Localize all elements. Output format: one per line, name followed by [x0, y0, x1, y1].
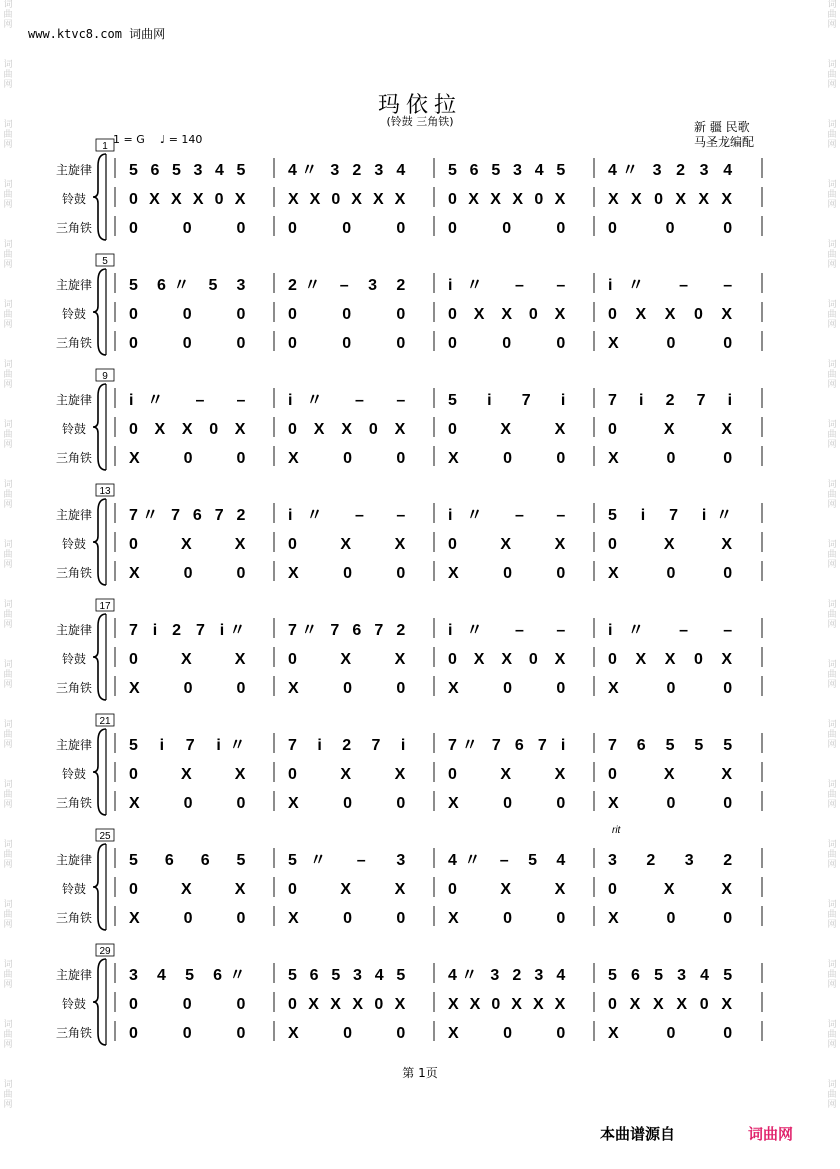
part-label: 铃鼓	[61, 537, 87, 551]
part-label: 铃鼓	[61, 767, 87, 781]
measure-notes: X 0 0	[448, 1025, 566, 1042]
measure-notes: 5 6 5 3 4 5	[288, 967, 406, 984]
watermark-text: 词 曲 网	[827, 120, 837, 150]
measure-notes: 0 X X X 0 X	[608, 996, 733, 1013]
measure-notes: 5 6 5 3 4 5	[448, 162, 566, 179]
measure-notes: i〃 – –	[288, 392, 406, 409]
measure-notes: X X 0 X X X	[608, 191, 733, 208]
watermark-text: 词 曲 网	[3, 480, 13, 510]
watermark-text: 词 曲 网	[3, 600, 13, 630]
measure-notes: 7 i 2 7 i	[608, 392, 733, 409]
measure-notes: 0 0 0	[288, 335, 406, 352]
watermark-text: 词 曲 网	[827, 180, 837, 210]
key-signature: 1 = G	[113, 133, 145, 146]
part-label: 铃鼓	[61, 997, 87, 1011]
measure-notes: 0 X X	[448, 421, 566, 438]
measure-notes: X 0 0	[129, 795, 246, 812]
measure-notes: X 0 0	[608, 795, 733, 812]
measure-notes: 0 X X X 0 X	[288, 996, 406, 1013]
part-label: 三角铁	[55, 336, 93, 350]
measure-notes: X 0 0	[288, 795, 406, 812]
measure-notes: 7 i 2 7 i	[288, 737, 406, 754]
measure-notes: X 0 0	[448, 450, 566, 467]
measure-notes: 0 0 0	[129, 306, 246, 323]
part-label: 主旋律	[55, 163, 93, 177]
measure-notes: X 0 0	[448, 910, 566, 927]
measure-notes: 5 6〃 5 3	[129, 277, 246, 294]
measure-notes: X X 0 X X X	[448, 996, 566, 1013]
measure-notes: X 0 0	[288, 565, 406, 582]
measure-notes: X 0 0	[288, 680, 406, 697]
measure-notes: 0 0 0	[129, 996, 246, 1013]
measure-number: 25	[99, 831, 111, 842]
measure-notes: i〃 – –	[448, 277, 566, 294]
measure-notes: 5 i 7 i〃	[129, 737, 246, 754]
system-brace	[93, 154, 106, 240]
measure-notes: X 0 0	[608, 910, 733, 927]
measure-notes: X 0 0	[288, 1025, 406, 1042]
rit-marking: rit	[612, 825, 621, 836]
measure-notes: 0 X X	[288, 651, 406, 668]
part-label: 三角铁	[55, 796, 93, 810]
watermark-text: 词 曲 网	[827, 240, 837, 270]
measure-notes: X 0 0	[129, 680, 246, 697]
measure-notes: 0 0 0	[608, 220, 733, 237]
watermark-text: 词 曲 网	[827, 600, 837, 630]
measure-notes: 7 i 2 7 i〃	[129, 622, 246, 639]
measure-notes: i〃 – –	[448, 622, 566, 639]
watermark-text: 词 曲 网	[827, 660, 837, 690]
watermark-text: 词 曲 网	[3, 720, 13, 750]
measure-notes: 0 X X X 0 X	[448, 191, 566, 208]
part-label: 三角铁	[55, 1026, 93, 1040]
source-label: 本曲谱源自	[600, 1125, 676, 1143]
measure-notes: 0 0 0	[288, 220, 406, 237]
watermark-text: 词 曲 网	[827, 900, 837, 930]
measure-notes: 0 X X	[608, 536, 733, 553]
watermark-text: 词 曲 网	[3, 540, 13, 570]
part-label: 三角铁	[55, 451, 93, 465]
system-brace	[93, 959, 106, 1045]
watermark-text: 词 曲 网	[827, 420, 837, 450]
measure-notes: X 0 0	[129, 450, 246, 467]
measure-notes: i〃 – –	[129, 392, 246, 409]
measure-notes: 0 X X	[448, 766, 566, 783]
measure-number: 9	[102, 371, 108, 382]
measure-notes: 3 4 5 6〃	[129, 967, 246, 984]
watermark-text: 词 曲 网	[3, 840, 13, 870]
measure-notes: 2〃 – 3 2	[288, 277, 406, 294]
part-label: 三角铁	[55, 911, 93, 925]
part-label: 主旋律	[55, 738, 93, 752]
song-origin: 新 疆 民歌	[694, 120, 750, 134]
part-label: 三角铁	[55, 566, 93, 580]
watermark-text: 词 曲 网	[827, 720, 837, 750]
watermark-text: 词 曲 网	[827, 840, 837, 870]
measure-notes: X 0 0	[608, 565, 733, 582]
measure-notes: 0 X X	[608, 766, 733, 783]
measure-notes: i〃 – –	[288, 507, 406, 524]
measure-notes: X 0 0	[608, 680, 733, 697]
watermark-text: 词 曲 网	[827, 780, 837, 810]
measure-notes: 0 X X	[129, 536, 246, 553]
part-label: 铃鼓	[61, 307, 87, 321]
measure-number: 5	[102, 256, 108, 267]
part-label: 主旋律	[55, 968, 93, 982]
watermark-text: 词 曲 网	[827, 60, 837, 90]
measure-notes: X 0 0	[608, 450, 733, 467]
measure-number: 29	[99, 946, 111, 957]
measure-notes: X 0 0	[448, 795, 566, 812]
watermark-text: 词 曲 网	[3, 780, 13, 810]
watermark-text: 词 曲 网	[3, 1020, 13, 1050]
measure-number: 17	[99, 601, 111, 612]
measure-notes: 7〃 7 6 7 i	[448, 737, 566, 754]
measure-notes: 0 X X 0 X	[608, 651, 733, 668]
watermark-text: 词 曲 网	[3, 1080, 13, 1110]
measure-notes: 7〃 7 6 7 2	[288, 622, 406, 639]
measure-notes: 0 X X	[288, 881, 406, 898]
measure-notes: 5 6 5 3 4 5	[129, 162, 246, 179]
song-title: 玛依拉	[377, 93, 462, 118]
watermark-text: 词 曲 网	[3, 120, 13, 150]
part-label: 铃鼓	[61, 192, 87, 206]
system-brace	[93, 729, 106, 815]
measure-notes: i〃 – –	[608, 622, 733, 639]
part-label: 铃鼓	[61, 882, 87, 896]
measure-notes: 7〃 7 6 7 2	[129, 507, 246, 524]
part-label: 三角铁	[55, 681, 93, 695]
measure-notes: 0 X X	[129, 766, 246, 783]
measure-notes: 0 X X	[129, 881, 246, 898]
measure-notes: 0 X X	[288, 536, 406, 553]
part-label: 铃鼓	[61, 422, 87, 436]
watermark-text: 词 曲 网	[3, 960, 13, 990]
watermark-text: 词 曲 网	[3, 660, 13, 690]
measure-notes: X 0 0	[288, 450, 406, 467]
watermark-text: 词 曲 网	[827, 0, 837, 30]
measure-number: 21	[99, 716, 111, 727]
part-label: 三角铁	[55, 221, 93, 235]
system-brace	[93, 614, 106, 700]
measure-notes: 0 0 0	[129, 220, 246, 237]
measure-notes: 0 X X 0 X	[129, 421, 246, 438]
watermark-text: 词 曲 网	[827, 300, 837, 330]
quarter-note-icon: ♩	[160, 133, 166, 146]
watermark-text: 词 曲 网	[827, 1020, 837, 1050]
measure-notes: 0 X X X 0 X	[129, 191, 246, 208]
system-brace	[93, 844, 106, 930]
arranger: 马圣龙编配	[694, 135, 755, 149]
measure-notes: 0 X X	[288, 766, 406, 783]
watermark-text: 词 曲 网	[827, 540, 837, 570]
measure-notes: 4〃 3 2 3 4	[448, 967, 566, 984]
measure-notes: i〃 – –	[608, 277, 733, 294]
measure-notes: 5 6 5 3 4 5	[608, 967, 733, 984]
watermark-text: 词 曲 网	[3, 0, 13, 30]
measure-notes: 0 X X 0 X	[288, 421, 406, 438]
measure-notes: X 0 0	[129, 565, 246, 582]
measure-notes: X 0 0	[129, 910, 246, 927]
measure-notes: 0 X X	[608, 421, 733, 438]
measure-notes: 0 X X 0 X	[448, 651, 566, 668]
system-brace	[93, 269, 106, 355]
measure-notes: 0 X X 0 X	[608, 306, 733, 323]
watermark-text: 词 曲 网	[3, 180, 13, 210]
measure-notes: 0 X X	[448, 881, 566, 898]
measure-notes: 0 0 0	[448, 220, 566, 237]
measure-notes: 0 X X 0 X	[448, 306, 566, 323]
measure-number: 13	[99, 486, 111, 497]
measure-notes: X 0 0	[448, 565, 566, 582]
measure-notes: 0 0 0	[129, 1025, 246, 1042]
measure-notes: 0 0 0	[288, 306, 406, 323]
part-label: 主旋律	[55, 393, 93, 407]
measure-notes: 3 2 3 2	[608, 852, 733, 869]
measure-notes: 0 0 0	[129, 335, 246, 352]
watermark-text: 词 曲 网	[3, 60, 13, 90]
measure-notes: X X 0 X X X	[288, 191, 406, 208]
system-brace	[93, 384, 106, 470]
part-label: 铃鼓	[61, 652, 87, 666]
page-number: 第 1页	[402, 1066, 438, 1080]
measure-notes: 5〃 – 3	[288, 852, 406, 869]
watermark-text: 词 曲 网	[827, 1080, 837, 1110]
site-url: www.ktvc8.com 词曲网	[28, 27, 166, 41]
part-label: 主旋律	[55, 853, 93, 867]
measure-notes: 4〃 3 2 3 4	[608, 162, 733, 179]
measure-notes: X 0 0	[448, 680, 566, 697]
watermark-text: 词 曲 网	[3, 900, 13, 930]
measure-notes: 5 i 7 i	[448, 392, 566, 409]
measure-notes: 0 X X	[448, 536, 566, 553]
watermark-text: 词 曲 网	[3, 300, 13, 330]
measure-notes: X 0 0	[608, 335, 733, 352]
measure-notes: 5 6 6 5	[129, 852, 246, 869]
watermark-text: 词 曲 网	[3, 240, 13, 270]
watermark-text: 词 曲 网	[827, 480, 837, 510]
measure-notes: X 0 0	[608, 1025, 733, 1042]
measure-number: 1	[102, 141, 108, 152]
watermark-text: 词 曲 网	[3, 360, 13, 390]
measure-notes: 0 0 0	[448, 335, 566, 352]
part-label: 主旋律	[55, 508, 93, 522]
measure-notes: 0 X X	[129, 651, 246, 668]
source-site: 词曲网	[748, 1125, 794, 1143]
watermark-text: 词 曲 网	[827, 960, 837, 990]
watermark-text: 词 曲 网	[3, 420, 13, 450]
song-subtitle: (铃鼓 三角铁)	[386, 115, 454, 128]
measure-notes: 4〃 – 5 4	[448, 852, 566, 869]
measure-notes: 5 i 7 i〃	[608, 507, 733, 524]
part-label: 主旋律	[55, 623, 93, 637]
watermark-text: 词 曲 网	[827, 360, 837, 390]
measure-notes: 0 X X	[608, 881, 733, 898]
system-brace	[93, 499, 106, 585]
part-label: 主旋律	[55, 278, 93, 292]
tempo-value: = 140	[168, 133, 203, 146]
measure-notes: 4〃 3 2 3 4	[288, 162, 406, 179]
measure-notes: 7 6 5 5 5	[608, 737, 733, 754]
measure-notes: i〃 – –	[448, 507, 566, 524]
measure-notes: X 0 0	[288, 910, 406, 927]
